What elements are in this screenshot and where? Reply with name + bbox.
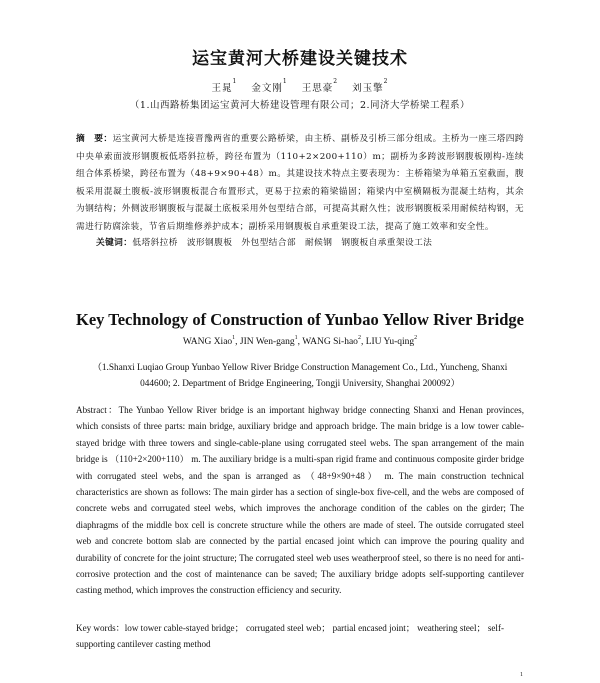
author-affiliation-mark: 1	[232, 78, 238, 85]
author-affiliation-mark: 2	[357, 335, 361, 341]
english-author: WANG Xiao	[182, 337, 233, 347]
author-affiliation-mark: 2	[383, 78, 389, 85]
author-affiliation-mark: 2	[414, 335, 418, 341]
chinese-abstract	[76, 131, 524, 237]
english-author: LIU Yu-qing	[365, 337, 415, 347]
english-author-list: WANG Xiao$^1$, JIN Wen-gang$^1$, WANG Si-hao$^2$, LIU Yu-qing$^2$	[182, 335, 418, 347]
english-author: WANG Si-hao	[302, 337, 358, 347]
author-affiliation-mark: 1	[232, 335, 236, 341]
chinese-abstract-label: 摘 要：	[76, 134, 113, 144]
author-affiliation-mark: 1	[294, 335, 298, 341]
chinese-affiliations: （1.山西路桥集团运宝黄河大桥建设管理有限公司；2.同济大学桥梁工程系）	[129, 100, 471, 111]
english-author: JIN Wen-gang	[239, 337, 295, 347]
chinese-author-list	[0, 80, 600, 94]
page-number: 1	[520, 672, 523, 678]
chinese-title: 运宝黄河大桥建设关键技术	[192, 49, 408, 69]
english-affiliations: （1.Shanxi Luqiao Group Yunbao Yellow River Bridge Construction Management Co., Ltd., Yuncheng, Shanxi 044600; 2. Department of Bridge Engineering, Tongji University, Shanghai 200092）	[92, 363, 508, 389]
english-abstract	[76, 402, 524, 599]
english-abstract-label: Abstract：	[76, 405, 119, 415]
chinese-author: 金文刚	[251, 83, 283, 94]
chinese-author: 王思豪	[301, 83, 334, 94]
author-affiliation-mark: 1	[282, 78, 288, 85]
english-keywords	[76, 620, 524, 653]
chinese-author: 刘玉擎	[352, 83, 384, 94]
english-abstract-text: The Yunbao Yellow River bridge is an important highway bridge connecting Shanxi and Henan provinces, which consists of three parts: main bridge, auxiliary bridge and approach bridge. The main bridge is a low tower cable-stayed bridge with three towers and single-cable-plane using corrugated steel webs. The span arrangement of the main bridge is （110+2×200+110） m. The auxiliary bridge is a multi-span rigid frame and continuous composite girder bridge with corrugated steel webs, and the span is arranged as （48+9×90+48） m. The main construction technical characteristics are shown as follows: The main girder has a section of single-box five-cell, and the webs are composed of concrete webs and corrugated steel webs, which improves the anchorage condition of the cables on the girder; The diaphragms of the middle box cell is concrete structure while the others are made of steel. The outside corrugated steel web and concrete bottom slab are connected by the partial encased joint which can improve the pouring quality and durability of concrete for the joint structure; The corrugated steel web uses weatherproof steel, so there is no need for anti-corrosive protection and the cost of maintenance can be saved; The auxiliary bridge adopts self-supporting cantilever casting method, which improves the construction efficiency and security.	[76, 405, 524, 596]
author-affiliation-mark: 2	[333, 78, 339, 85]
chinese-abstract-text: 运宝黄河大桥是连接晋豫两省的重要公路桥梁，由主桥、副桥及引桥三部分组成。主桥为一座三塔四跨中央单索面波形钢腹板低塔斜拉桥，跨径布置为（110+2×200+110）m；副桥为多跨波形钢腹板刚构-连续组合体系桥梁，跨径布置为（48+9×90+48）m。其建设技术特点主要表现为：主桥箱梁为单箱五室截面，腹板采用混凝土腹板-波形钢腹板混合布置形式，更易于拉索的箱梁锚固；箱梁内中室横隔板为混凝土结构，其余为钢结构；外侧波形钢腹板与混凝土底板采用外包型结合部，可提高其耐久性；波形钢腹板采用耐候结构钢，无需进行防腐涂装，节省后期维修养护成本；副桥采用钢腹板自承重架设工法，提高了施工效率和安全性。	[76, 134, 524, 232]
english-keywords-label: Key words：	[76, 623, 125, 633]
chinese-keywords-label: 关键词：	[96, 238, 133, 248]
chinese-keywords	[96, 236, 526, 250]
english-title: Key Technology of Construction of Yunbao Yellow River Bridge	[76, 310, 524, 329]
chinese-author: 王晁	[211, 83, 233, 94]
english-keywords-text: low tower cable-stayed bridge； corrugated steel web； partial encased joint； weathering steel； self-supporting cantilever casting method	[76, 623, 505, 650]
chinese-keywords-text: 低塔斜拉桥 波形钢腹板 外包型结合部 耐候钢 钢腹板自承重架设工法	[132, 238, 433, 248]
